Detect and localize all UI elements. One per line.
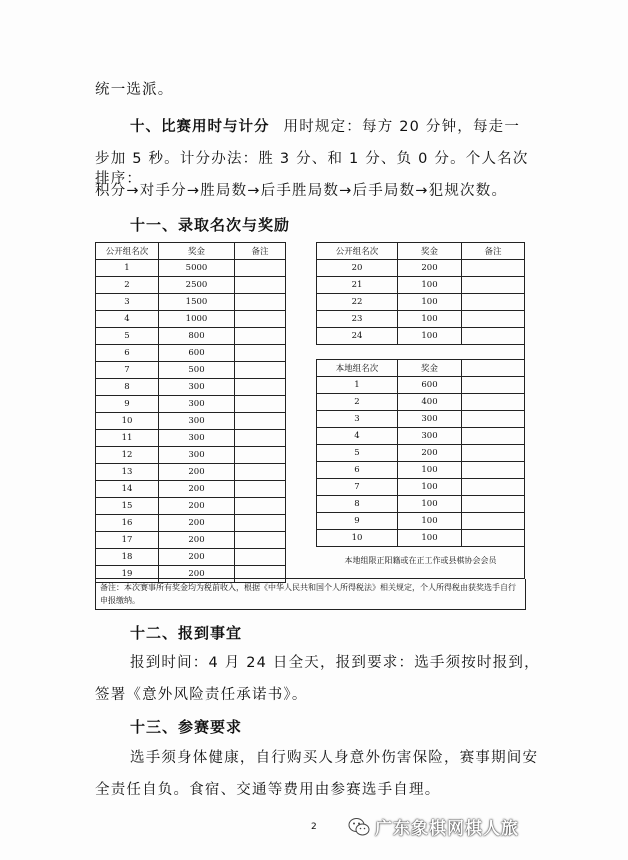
rank-cell: 9 [317,513,398,530]
remark-cell [235,430,286,447]
awards-table-open [316,242,525,345]
remark-cell [462,496,525,513]
rank-cell: 6 [96,345,159,362]
section-12-title: 十二、报到事宜 [130,624,243,642]
text-line: 签署《意外风险责任承诺书》。 [95,687,308,703]
table-row [317,328,525,345]
table-row [96,515,286,532]
prize-cell: 100 [398,277,462,294]
remark-cell [235,532,286,549]
remark-cell [235,362,286,379]
prize-cell: 100 [398,496,462,513]
rank-cell: 21 [317,277,398,294]
prize-cell: 200 [398,445,462,462]
table-row [317,496,525,513]
remark-cell [462,377,525,394]
remark-cell [235,515,286,532]
table-row [96,294,286,311]
table-row [96,413,286,430]
rank-cell: 22 [317,294,398,311]
prize-cell: 500 [159,362,235,379]
rank-cell: 7 [96,362,159,379]
table-row [96,430,286,447]
remark-cell [462,328,525,345]
table-row [96,260,286,277]
prize-cell: 200 [159,566,235,583]
local-group-note: 本地组限正阳籍或在正工作或县棋协会会员 [344,556,497,565]
table-row [96,328,286,345]
remark-cell [235,413,286,430]
header-cell: 公开组名次 [317,243,398,260]
header-cell: 奖金 [159,243,235,260]
table-row [317,294,525,311]
remark-cell [462,294,525,311]
prize-cell: 200 [398,260,462,277]
table-header-row [317,243,525,260]
rank-cell: 2 [96,277,159,294]
text-line: 积分→对手分→胜局数→后手胜局数→后手局数→犯规次数。 [95,183,508,199]
table-bottom-note: 备注：本次赛事所有奖金均为税前收入，根据《中华人民共和国个人所得税法》相关规定，个人所得税由获奖选手自行申报缴纳。 [95,579,526,610]
table-row [96,549,286,566]
prize-cell: 100 [398,479,462,496]
header-cell: 奖金 [398,243,462,260]
remark-cell [462,462,525,479]
prize-cell: 100 [398,311,462,328]
prize-cell: 100 [398,462,462,479]
prize-cell: 300 [159,379,235,396]
section-10-title: 十、比赛用时与计分 [130,119,270,135]
remark-cell [235,379,286,396]
prize-cell: 100 [398,530,462,547]
rank-cell: 8 [96,379,159,396]
remark-cell [235,311,286,328]
section-10-line [130,117,550,137]
prize-cell: 300 [159,396,235,413]
header-cell: 本地组名次 [317,360,398,377]
header-cell: 备注 [462,243,525,260]
table-row [317,394,525,411]
header-cell: 公开组名次 [96,243,159,260]
prize-cell: 100 [398,294,462,311]
table-row [96,379,286,396]
prize-cell: 200 [159,481,235,498]
prize-cell: 400 [398,394,462,411]
rank-cell: 8 [317,496,398,513]
remark-cell [235,277,286,294]
prize-cell: 300 [159,430,235,447]
text-line: 全责任自负。食宿、交通等费用由参赛选手自理。 [95,782,441,798]
awards-table-local [316,359,525,547]
prize-cell: 200 [159,498,235,515]
table-row [96,481,286,498]
page-number: 2 [311,822,317,832]
table-row [96,498,286,515]
remark-cell [462,513,525,530]
prize-cell: 2500 [159,277,235,294]
table-row [317,428,525,445]
rank-cell: 7 [317,479,398,496]
rank-cell: 9 [96,396,159,413]
remark-cell [462,260,525,277]
table-row [317,277,525,294]
remark-cell [462,479,525,496]
table-row [317,377,525,394]
text-line: 步加 5 秒。计分办法：胜 3 分、和 1 分、负 0 分。个人名次排序： [95,151,529,187]
prize-cell: 300 [159,447,235,464]
rank-cell: 3 [96,294,159,311]
rank-cell: 3 [317,411,398,428]
prize-cell: 300 [398,411,462,428]
awards-table-left [95,242,286,583]
prize-cell: 800 [159,328,235,345]
rank-cell: 12 [96,447,159,464]
table-row [96,447,286,464]
rank-cell: 11 [96,430,159,447]
rank-cell: 16 [96,515,159,532]
table-row [317,411,525,428]
remark-cell [235,481,286,498]
rank-cell: 13 [96,464,159,481]
remark-cell [235,396,286,413]
text-line: 统一选派。 [95,82,174,98]
remark-cell [462,428,525,445]
rank-cell: 10 [96,413,159,430]
table-row [96,532,286,549]
table-row [96,311,286,328]
remark-cell [462,411,525,428]
rank-cell: 5 [317,445,398,462]
table-row [96,345,286,362]
table-header-row [96,243,286,260]
section-13-title: 十三、参赛要求 [130,718,243,736]
watermark [348,814,519,839]
remark-cell [235,294,286,311]
watermark-text: 广东象棋网棋人旅 [375,819,519,839]
remark-cell [462,277,525,294]
table-row [317,462,525,479]
header-cell: 备注 [235,243,286,260]
rank-cell: 17 [96,532,159,549]
header-cell: 奖金 [398,360,462,377]
remark-cell [235,328,286,345]
table-row [317,479,525,496]
remark-cell [235,464,286,481]
remark-cell [235,260,286,277]
rank-cell: 6 [317,462,398,479]
rank-cell: 18 [96,549,159,566]
remark-cell [462,394,525,411]
table-row [317,445,525,462]
prize-cell: 1500 [159,294,235,311]
rank-cell: 20 [317,260,398,277]
wechat-icon [348,817,370,837]
rank-cell: 14 [96,481,159,498]
header-cell [462,360,525,377]
rank-cell: 15 [96,498,159,515]
remark-cell [235,447,286,464]
prize-cell: 1000 [159,311,235,328]
text-line: 选手须身体健康，自行购买人身意外伤害保险，赛事期间安 [130,750,539,766]
remark-cell [235,498,286,515]
rank-cell: 1 [96,260,159,277]
remark-cell [462,445,525,462]
section-11-title: 十一、录取名次与奖励 [130,216,291,234]
remark-cell [462,311,525,328]
rank-cell: 4 [317,428,398,445]
prize-cell: 300 [159,413,235,430]
rank-cell: 4 [96,311,159,328]
table-header-row [317,360,525,377]
table-row [96,464,286,481]
table-row [317,513,525,530]
section-10-text: 用时规定：每方 20 分钟，每走一 [283,119,521,135]
table-row [96,277,286,294]
text-line: 报到时间：4 月 24 日全天，报到要求：选手须按时报到， [130,655,540,671]
remark-cell [235,549,286,566]
prize-cell: 200 [159,515,235,532]
prize-cell: 100 [398,513,462,530]
table-row [317,311,525,328]
table-row [96,396,286,413]
table-row [96,362,286,379]
prize-cell: 600 [398,377,462,394]
prize-cell: 5000 [159,260,235,277]
remark-cell [235,345,286,362]
rank-cell: 1 [317,377,398,394]
rank-cell: 10 [317,530,398,547]
table-row [317,260,525,277]
rank-cell: 24 [317,328,398,345]
prize-cell: 100 [398,328,462,345]
prize-cell: 200 [159,464,235,481]
prize-cell: 200 [159,549,235,566]
rank-cell: 19 [96,566,159,583]
rank-cell: 2 [317,394,398,411]
prize-cell: 600 [159,345,235,362]
prize-cell: 200 [159,532,235,549]
prize-cell: 300 [398,428,462,445]
rank-cell: 5 [96,328,159,345]
rank-cell: 23 [317,311,398,328]
